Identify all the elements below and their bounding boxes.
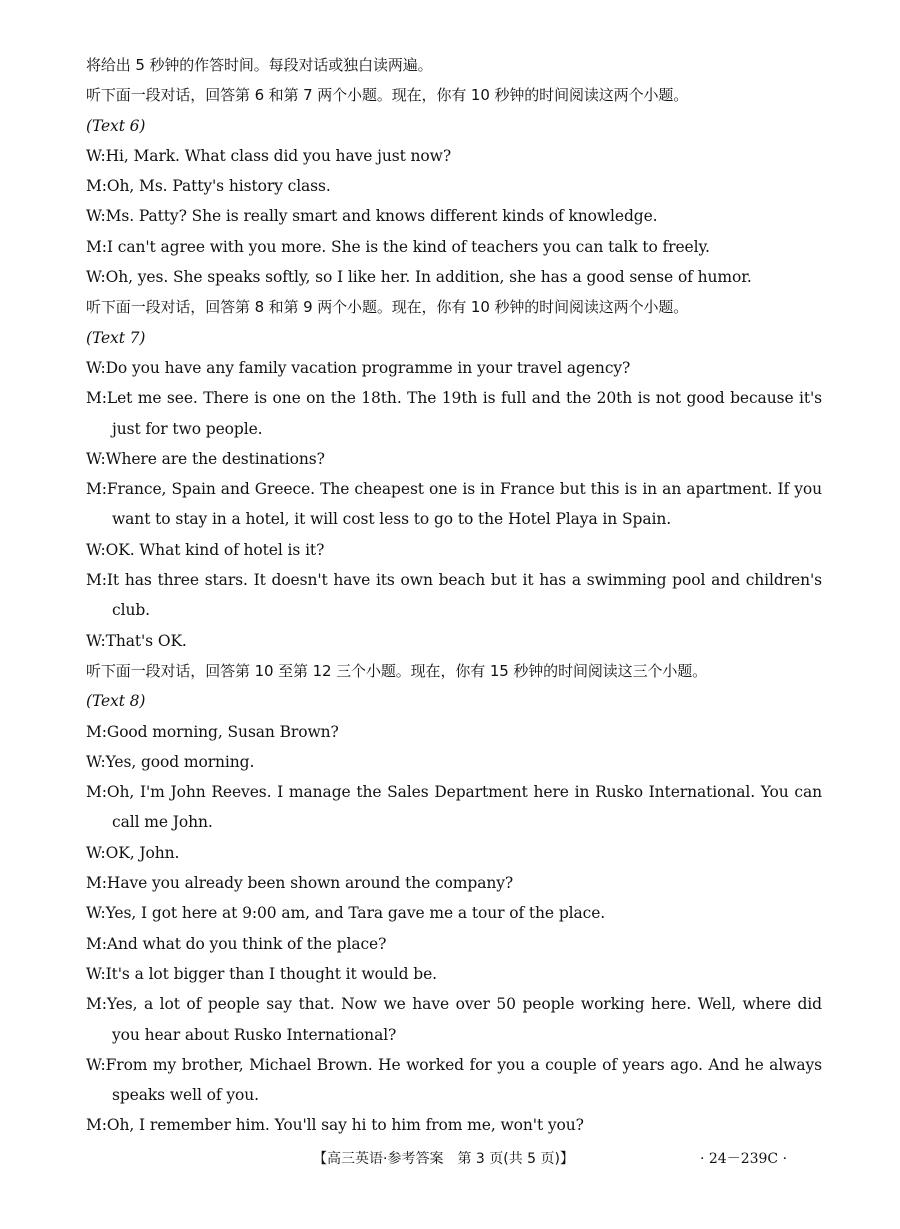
dialogue-text: Ms. Patty? She is really smart and knows different kinds of knowledge. [105,207,658,226]
speaker-label: W: [86,146,106,165]
speaker-label: M: [86,480,107,499]
dialogue-turn [86,959,822,989]
speaker-label: W: [86,449,106,468]
speaker-label: M: [86,571,107,590]
dialogue-turn [86,838,822,868]
speaker-label: W: [86,207,106,226]
dialogue-turn [86,353,822,383]
dialogue-turn [86,141,822,171]
dialogue-text: Oh, yes. She speaks softly, so I like her. In addition, she has a good sense of humor. [105,268,752,287]
instruction-line: 将给出 5 秒钟的作答时间。每段对话或独白读两遍。 [86,56,433,74]
dialogue-turn [86,535,822,565]
dialogue-text: OK. What kind of hotel is it? [105,540,325,559]
speaker-label: W: [86,752,106,771]
dialogue-text: From my brother, Michael Brown. He worked for you a couple of years ago. And he always speaks well of you. [105,1055,822,1105]
dialogue-text: Let me see. There is one on the 18th. The 19th is full and the 20th is not good because it's just for two people. [106,389,822,438]
text-label: (Text 6) [86,116,146,135]
speaker-label: W: [86,268,106,287]
speaker-label: M: [86,934,107,953]
speaker-label: M: [86,783,107,802]
dialogue-turn [86,717,822,747]
dialogue-text: Oh, I'm John Reeves. I manage the Sales Department here in Rusko International. You can call me John. [106,783,822,832]
dialogue-text: Oh, Ms. Patty's history class. [106,177,331,196]
speaker-label: W: [86,631,106,650]
dialogue-turn [86,383,822,444]
instruction-line: 听下面一段对话，回答第 6 和第 7 两个小题。现在，你有 10 秒钟的时间阅读这两个小题。 [86,86,689,105]
dialogue-turn [86,747,822,777]
dialogue-text: I can't agree with you more. She is the kind of teachers you can talk to freely. [106,237,710,256]
speaker-label: M: [86,995,107,1014]
text-label: (Text 8) [86,692,146,711]
dialogue-text: OK, John. [105,843,180,862]
speaker-label: W: [86,843,106,862]
dialogue-text: Have you already been shown around the company? [106,874,514,893]
dialogue-turn [86,171,822,201]
instruction-line: 听下面一段对话，回答第 10 至第 12 三个小题。现在，你有 15 秒钟的时间阅读这三个小题。 [86,661,708,680]
speaker-label: M: [86,237,107,256]
dialogue-turn [86,626,822,656]
dialogue-turn [86,262,822,292]
speaker-label: W: [86,1055,106,1074]
dialogue-turn [86,1050,822,1111]
text-label: (Text 7) [86,328,146,347]
speaker-label: W: [86,964,106,983]
dialogue-turn [86,201,822,231]
dialogue-text: Oh, I remember him. You'll say hi to him from me, won't you? [106,1116,584,1135]
dialogue-text: Where are the destinations? [105,449,325,468]
dialogue-text: France, Spain and Greece. The cheapest one is in France but this is in an apartment. If you want to stay in a hotel, it will cost less to go to the Hotel Playa in Spain. [106,480,822,529]
dialogue-text: Yes, good morning. [105,752,255,771]
dialogue-turn [86,868,822,898]
dialogue-turn [86,898,822,928]
dialogue-text: And what do you think of the place? [106,934,387,953]
dialogue-turn [86,232,822,262]
speaker-label: W: [86,540,106,559]
instruction-line: 听下面一段对话，回答第 8 和第 9 两个小题。现在，你有 10 秒钟的时间阅读这两个小题。 [86,298,689,317]
footer-page-info: 【高三英语·参考答案 第 3 页(共 5 页)】 [313,1151,574,1167]
dialogue-turn [86,929,822,959]
dialogue-text: It has three stars. It doesn't have its own beach but it has a swimming pool and children's club. [106,571,822,620]
speaker-label: M: [86,177,107,196]
speaker-label: M: [86,1116,107,1135]
dialogue-text: That's OK. [105,631,187,650]
dialogue-text: Good morning, Susan Brown? [106,722,339,741]
dialogue-turn [86,444,822,474]
dialogue-text: Yes, I got here at 9:00 am, and Tara gave me a tour of the place. [105,904,606,923]
document-body [86,50,822,1141]
dialogue-turn [86,474,822,535]
dialogue-turn [86,777,822,838]
dialogue-text: It's a lot bigger than I thought it would be. [105,964,437,983]
dialogue-text: Do you have any family vacation programme in your travel agency? [105,358,631,377]
footer-code: · 24－239C · [700,1151,788,1167]
speaker-label: M: [86,389,107,408]
dialogue-text: Yes, a lot of people say that. Now we have over 50 people working here. Well, where did you hear about Rusko International? [106,995,822,1044]
dialogue-text: Hi, Mark. What class did you have just now? [105,146,452,165]
speaker-label: W: [86,904,106,923]
speaker-label: M: [86,722,107,741]
page-footer [0,1148,900,1172]
dialogue-turn [86,989,822,1050]
speaker-label: W: [86,358,106,377]
dialogue-turn [86,1110,822,1140]
dialogue-turn [86,565,822,626]
speaker-label: M: [86,874,107,893]
